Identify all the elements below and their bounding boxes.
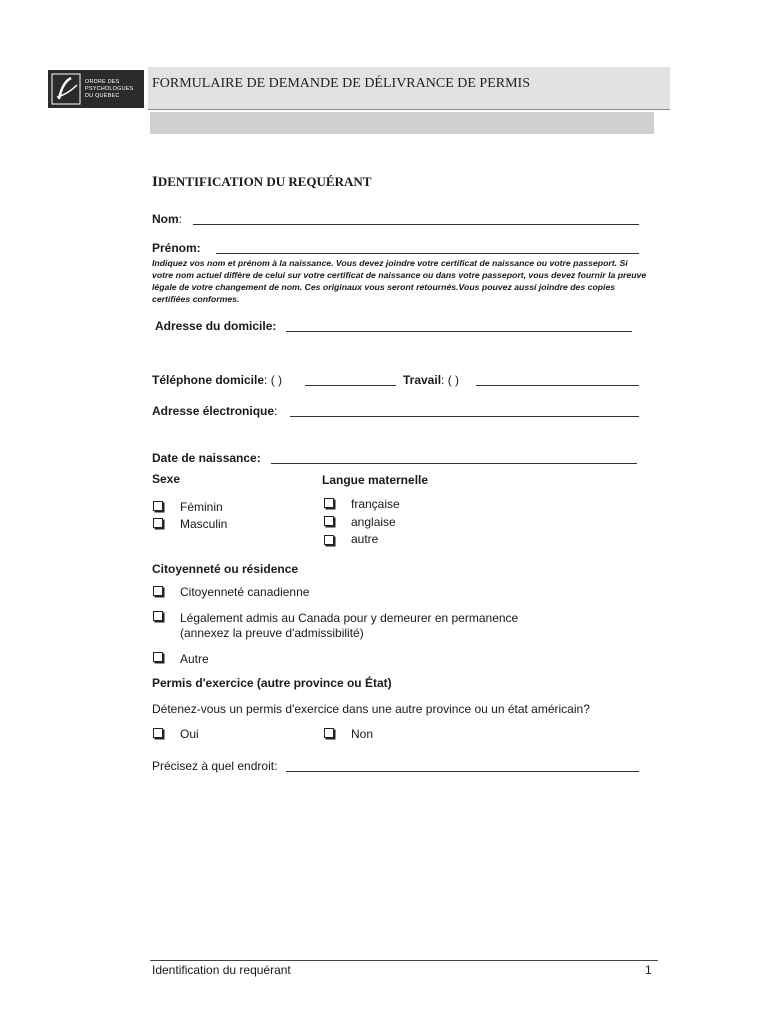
nom-label: Nom: xyxy=(152,212,183,226)
nom-field[interactable] xyxy=(193,224,639,225)
date-naissance-field[interactable] xyxy=(271,463,637,464)
footer-divider xyxy=(150,960,658,961)
travail-label: Travail: ( ) xyxy=(403,373,460,387)
checkbox-resident-permanent[interactable] xyxy=(153,611,163,621)
adresse-field[interactable] xyxy=(286,331,632,332)
option-autre-citoyennete: Autre xyxy=(180,652,209,666)
document-title: FORMULAIRE DE DEMANDE DE DÉLIVRANCE DE PERMIS xyxy=(152,76,530,91)
checkbox-oui[interactable] xyxy=(153,728,163,738)
option-feminin: Féminin xyxy=(180,500,223,514)
telephone-domicile-label: Téléphone domicile: ( ) xyxy=(152,373,283,387)
checkbox-non[interactable] xyxy=(324,728,334,738)
permis-title: Permis d'exercice (autre province ou État) xyxy=(152,676,392,690)
option-citoyennete-canadienne: Citoyenneté canadienne xyxy=(180,585,310,599)
logo-mark-icon xyxy=(51,73,81,105)
header-divider-bar xyxy=(150,112,654,134)
name-instructions: Indiquez vos nom et prénom à la naissance. Vous devez joindre votre certificat de naissance ou votre passeport. Si votre nom actuel diffère de celui sur votre certificat de naissance ou dans votre passeport, vous devez fournir la preuve légale de votre changement de nom. Ces originaux vous seront retournés.Vous pouvez aussi joindre des copies certifiées conformes. xyxy=(152,258,647,304)
checkbox-autre-langue[interactable] xyxy=(324,535,334,545)
logo xyxy=(48,70,144,108)
sexe-label: Sexe xyxy=(152,472,181,486)
option-autre-langue: autre xyxy=(351,532,379,546)
courriel-label: Adresse électronique: xyxy=(152,404,278,418)
option-francaise: française xyxy=(351,497,400,511)
telephone-domicile-field[interactable] xyxy=(305,385,396,386)
option-oui: Oui xyxy=(180,727,199,741)
permis-question: Détenez-vous un permis d'exercice dans une autre province ou un état américain? xyxy=(152,702,590,716)
section-title: IDENTIFICATION DU REQUÉRANT xyxy=(152,174,372,190)
checkbox-autre-citoyennete[interactable] xyxy=(153,652,163,662)
checkbox-anglaise[interactable] xyxy=(324,516,334,526)
checkbox-citoyennete-canadienne[interactable] xyxy=(153,586,163,596)
option-anglaise: anglaise xyxy=(351,515,396,529)
option-resident-permanent-note: (annexez la preuve d'admissibilité) xyxy=(180,626,364,640)
courriel-field[interactable] xyxy=(290,416,639,417)
checkbox-francaise[interactable] xyxy=(324,498,334,508)
checkbox-masculin[interactable] xyxy=(153,518,163,528)
logo-text: ORDRE DES PSYCHOLOGUES DU QUÉBEC xyxy=(85,78,134,99)
option-resident-permanent: Légalement admis au Canada pour y demeurer en permanence xyxy=(180,611,519,625)
langue-label: Langue maternelle xyxy=(322,473,429,487)
option-masculin: Masculin xyxy=(180,517,228,531)
footer-label: Identification du requérant xyxy=(152,963,291,977)
adresse-label: Adresse du domicile: xyxy=(155,319,277,333)
citoyennete-title: Citoyenneté ou résidence xyxy=(152,562,299,576)
prenom-field[interactable] xyxy=(216,253,639,254)
checkbox-feminin[interactable] xyxy=(153,501,163,511)
precisez-field[interactable] xyxy=(286,771,639,772)
date-naissance-label: Date de naissance: xyxy=(152,451,261,465)
precisez-label: Précisez à quel endroit: xyxy=(152,759,278,773)
telephone-travail-field[interactable] xyxy=(476,385,639,386)
page-number: 1 xyxy=(645,963,652,977)
prenom-label: Prénom: xyxy=(152,241,201,255)
option-non: Non xyxy=(351,727,374,741)
